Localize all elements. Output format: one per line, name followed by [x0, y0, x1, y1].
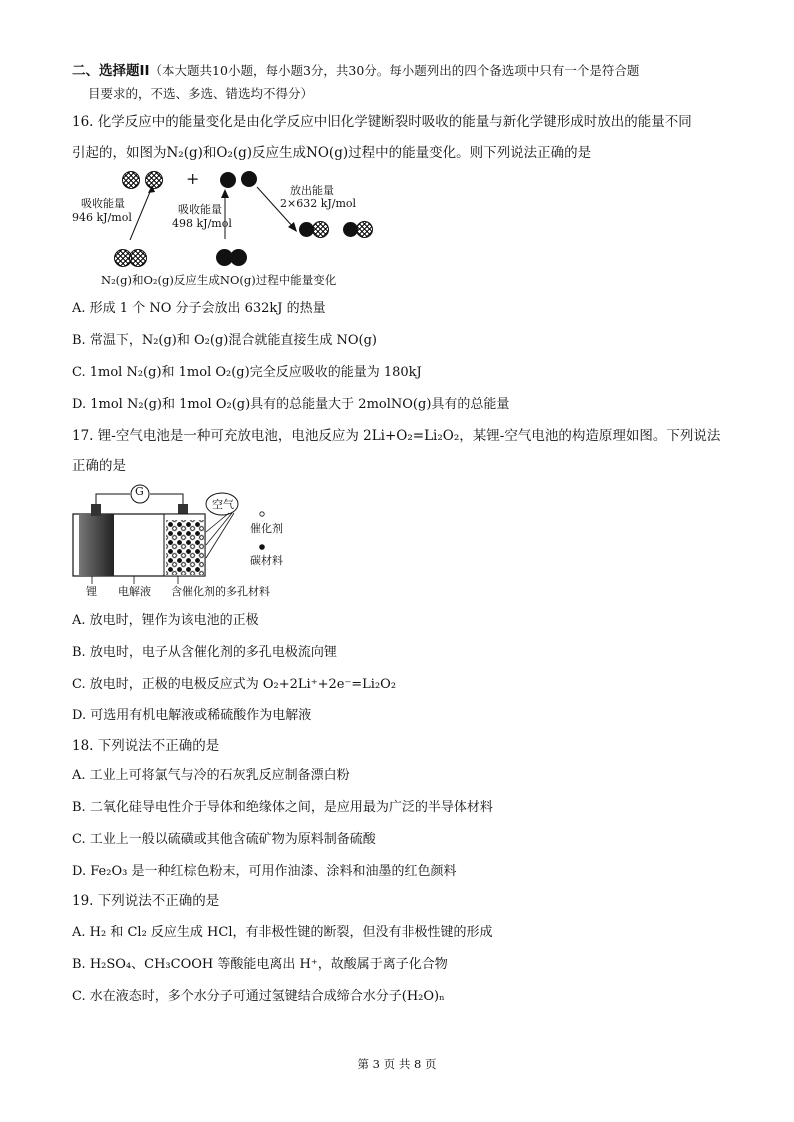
q16-option-a: A. 形成 1 个 NO 分子会放出 632kJ 的热量: [72, 301, 326, 316]
porous-label: 含催化剂的多孔材料: [171, 585, 270, 598]
section-note-2: 目要求的，不选、多选、错选均不得分）: [88, 86, 314, 101]
section-heading: 二、选择题II: [72, 63, 150, 79]
q19-option-c: C. 水在液态时，多个水分子可通过氢键结合成缔合水分子(H₂O)ₙ: [72, 989, 445, 1004]
q16-option-b: B. 常温下，N₂(g)和 O₂(g)混合就能直接生成 NO(g): [72, 333, 377, 348]
q17-battery-figure: [72, 480, 312, 600]
q17-option-b: B. 放电时，电子从含催化剂的多孔电极流向锂: [72, 645, 337, 660]
q16-stem-1: 16. 化学反应中的能量变化是由化学反应中旧化学键断裂时吸收的能量与新化学键形成时放出的能量不同: [72, 114, 692, 130]
q16-stem-2: 引起的，如图为N₂(g)和O₂(g)反应生成NO(g)过程中的能量变化。则下列说法正确的是: [72, 145, 592, 161]
carbon-label: 碳材料: [250, 554, 283, 567]
o-atom-icon: [230, 249, 247, 266]
n-atom-icon: [145, 171, 163, 189]
q18-stem: 18. 下列说法不正确的是: [72, 738, 220, 754]
o-atom-icon: [220, 172, 236, 188]
q16-option-d: D. 1mol N₂(g)和 1mol O₂(g)具有的总能量大于 2molNO(g)具有的总能量: [72, 397, 510, 412]
q17-option-a: A. 放电时，锂作为该电池的正极: [72, 613, 259, 628]
q19-option-a: A. H₂ 和 Cl₂ 反应生成 HCl，有非极性键的断裂，但没有非极性键的形成: [72, 925, 493, 940]
q17-option-c: C. 放电时，正极的电极反应式为 O₂+2Li⁺+2e⁻=Li₂O₂: [72, 677, 397, 692]
q19-stem: 19. 下列说法不正确的是: [72, 893, 220, 909]
absorb-2-label: 吸收能量: [178, 203, 222, 216]
absorb-1-value: 946 kJ/mol: [72, 211, 132, 224]
q17-stem-2: 正确的是: [72, 458, 126, 474]
absorb-1-label: 吸收能量: [81, 197, 125, 210]
catalyst-label: 催化剂: [250, 522, 283, 535]
q19-option-b: B. H₂SO₄、CH₃COOH 等酸能电离出 H⁺，故酸属于离子化合物: [72, 957, 448, 972]
galvanometer-label: G: [135, 485, 144, 498]
release-label: 放出能量: [290, 184, 334, 197]
n-atom-icon: [129, 249, 147, 267]
q18-option-d: D. Fe₂O₃ 是一种红棕色粉末，可用作油漆、涂料和油墨的红色颜料: [72, 864, 457, 879]
porous-particles: [166, 520, 204, 575]
plus-sign: +: [186, 169, 200, 188]
lithium-label: 锂: [86, 585, 97, 598]
n-atom-icon: [356, 221, 373, 238]
n-atom-icon: [312, 221, 329, 238]
section-note-1: （本大题共10小题，每小题3分，共30分。每小题列出的四个备选项中只有一个是符合题: [149, 63, 640, 78]
air-label: 空气: [212, 498, 234, 511]
n-atom-icon: [122, 171, 140, 189]
page-footer: 第 3 页 共 8 页: [357, 1057, 437, 1071]
q16-option-c: C. 1mol N₂(g)和 1mol O₂(g)完全反应吸收的能量为 180kJ: [72, 365, 422, 380]
q17-option-d: D. 可选用有机电解液或稀硫酸作为电解液: [72, 708, 312, 723]
electrolyte-label: 电解液: [118, 585, 151, 598]
q18-option-b: B. 二氧化硅导电性介于导体和绝缘体之间，是应用最为广泛的半导体材料: [72, 800, 493, 815]
q18-option-a: A. 工业上可将氯气与冷的石灰乳反应制备漂白粉: [72, 768, 350, 783]
o-atom-icon: [241, 171, 257, 187]
q17-stem-1: 17. 锂-空气电池是一种可充放电池，电池反应为 2Li+O₂=Li₂O₂，某锂-空气电池的构造原理如图。下列说法: [72, 428, 721, 444]
release-value: 2×632 kJ/mol: [280, 197, 357, 210]
section-header: [72, 62, 639, 80]
absorb-2-value: 498 kJ/mol: [172, 217, 232, 230]
q16-figure-caption: N₂(g)和O₂(g)反应生成NO(g)过程中能量变化: [101, 273, 337, 287]
q18-option-c: C. 工业上一般以硫磺或其他含硫矿物为原料制备硫酸: [72, 832, 376, 847]
